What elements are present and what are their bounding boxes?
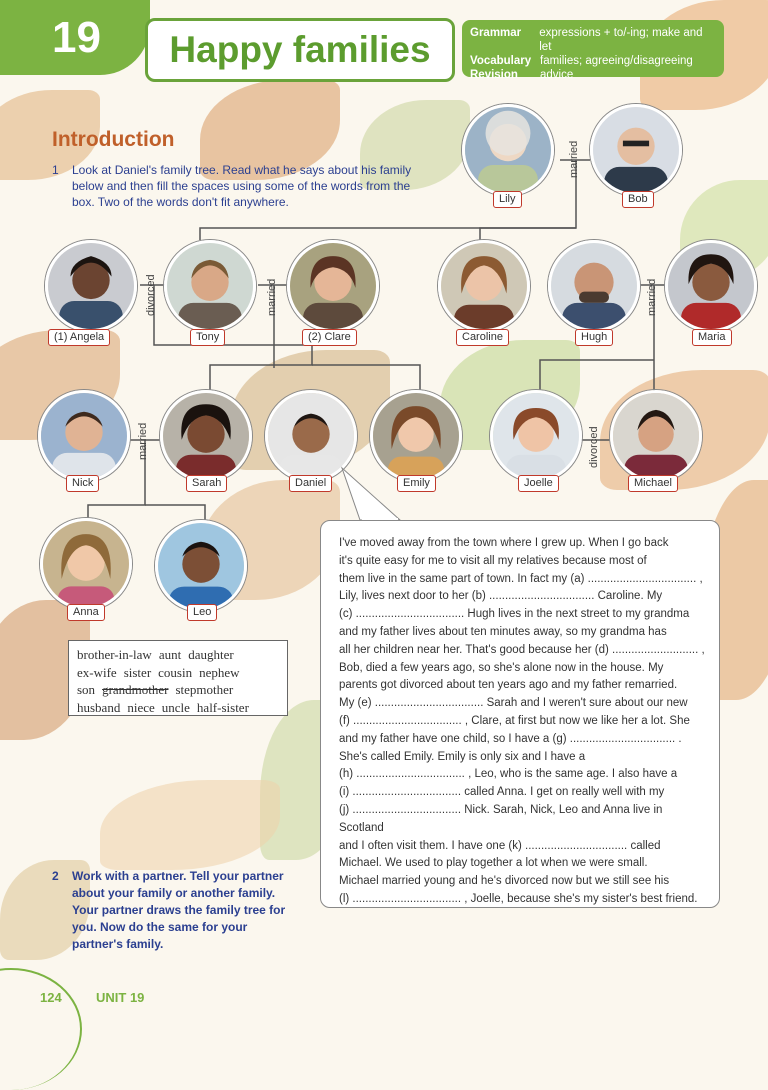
name-label-sarah: Sarah <box>186 475 227 492</box>
photo-hugh <box>548 240 640 332</box>
relation-label: married <box>266 278 278 316</box>
name-label-leo: Leo <box>187 604 217 621</box>
instruction-number: 1 <box>52 163 59 177</box>
name-label-tony: Tony <box>190 329 225 346</box>
name-label-clare: (2) Clare <box>302 329 357 346</box>
page-title: Happy families <box>145 18 455 82</box>
name-label-maria: Maria <box>692 329 732 346</box>
speech-line: it's quite easy for me to visit all my relatives because most of <box>339 554 647 567</box>
word: husband <box>77 699 121 715</box>
name-label-michael: Michael <box>628 475 678 492</box>
word: nephew <box>199 664 240 680</box>
photo-clare <box>287 240 379 332</box>
name-label-caroline: Caroline <box>456 329 509 346</box>
speech-line: parents got divorced about ten years ago and my father remarried. <box>339 679 678 692</box>
word: half-sister <box>196 699 249 715</box>
word: sister <box>123 664 152 680</box>
name-label-emily: Emily <box>397 475 436 492</box>
name-label-lily: Lily <box>493 191 522 208</box>
photo-angela <box>45 240 137 332</box>
speech-line: Michael married young and he's divorced now but we still see his <box>339 875 670 888</box>
speech-line: (i) .................................. called Anna. I get on really well with my <box>339 786 665 799</box>
photo-leo <box>155 520 247 612</box>
instruction-1 <box>52 162 412 210</box>
speech-line: (h) .................................. , Leo, who is the same age. I also have a <box>339 768 678 781</box>
name-label-bob: Bob <box>622 191 654 208</box>
name-label-angela: (1) Angela <box>48 329 110 346</box>
speech-line: I've moved away from the town where I grew up. When I go back <box>339 537 669 549</box>
instruction-text: Look at Daniel's family tree. Read what he says about his family below and then fill the spaces using some of the words from the box. Two of the words don't fit anywhere. <box>72 163 412 209</box>
photo-nick <box>38 390 130 482</box>
daniel-speech-bubble <box>320 520 720 908</box>
speech-line: (l) .................................. , Joelle, because she's my sister's best friend. <box>339 892 698 905</box>
word-struck: grandmother <box>102 682 169 697</box>
instruction-text: Work with a partner. Tell your partner about your family or another family. Your partner draws the family tree for you. Now do the same for your partner's family. <box>72 869 286 951</box>
word: ex-wife <box>77 664 117 680</box>
unit-number-tab <box>0 0 150 75</box>
word: aunt <box>158 647 182 662</box>
photo-lily <box>462 104 554 196</box>
photo-sarah <box>160 390 252 482</box>
word: brother-in-law <box>77 647 152 662</box>
meta-value: advice <box>540 69 574 81</box>
word: uncle <box>161 699 190 715</box>
meta-key: Grammar <box>470 27 522 39</box>
photo-emily <box>370 390 462 482</box>
speech-line: all her children near her. That's good because her (d) ........................... , <box>339 643 705 656</box>
photo-joelle <box>490 390 582 482</box>
relation-label: married <box>646 278 658 316</box>
name-label-daniel: Daniel <box>289 475 332 492</box>
unit-label: UNIT 19 <box>96 990 145 1005</box>
meta-value: expressions + to/-ing; make and let <box>539 27 703 53</box>
word: son <box>77 682 96 697</box>
speech-line: Michael. We used to play together a lot when we were small. <box>339 857 648 870</box>
word-box <box>68 640 288 716</box>
photo-maria <box>665 240 757 332</box>
photo-tony <box>164 240 256 332</box>
photo-michael <box>610 390 702 482</box>
speech-line: and my father lives about ten minutes away, so my grandma has <box>339 625 667 638</box>
speech-line: (j) .................................. Nick. Sarah, Nick, Leo and Anna live in Scotland <box>339 803 663 834</box>
speech-line: them live in the same part of town. In fact my (a) .................................. , <box>339 572 703 585</box>
word: cousin <box>158 664 193 680</box>
word: niece <box>127 699 155 715</box>
speech-line: She's called Emily. Emily is only six and I have a <box>339 750 586 763</box>
photo-daniel <box>265 390 357 482</box>
meta-key: Vocabulary <box>470 55 532 67</box>
unit-meta-box <box>462 20 724 81</box>
meta-key: Revision <box>470 69 518 81</box>
speech-line: and I often visit them. I have one (k) ................................ called <box>339 839 661 852</box>
section-heading: Introduction <box>52 128 175 151</box>
word: stepmother <box>175 682 234 697</box>
speech-line: My (e) .................................. Sarah and I weren't sure about our new <box>339 697 688 710</box>
speech-line: Bob, died a few years ago, so she's alone now in the house. My <box>339 661 664 674</box>
page-number: 124 <box>40 990 62 1005</box>
photo-anna <box>40 518 132 610</box>
meta-value: families; agreeing/disagreeing <box>540 55 693 67</box>
photo-bob <box>590 104 682 196</box>
instruction-2 <box>52 868 292 953</box>
name-label-anna: Anna <box>67 604 105 621</box>
name-label-nick: Nick <box>66 475 99 492</box>
speech-line: (c) .................................. Hugh lives in the next street to my grandma <box>339 608 690 621</box>
speech-line: (f) .................................. , Clare, at first but now we like her a lot. She <box>339 714 690 727</box>
relation-label: married <box>137 422 149 460</box>
speech-line: Lily, lives next door to her (b) ................................. Caroline. My <box>339 590 663 603</box>
name-label-hugh: Hugh <box>575 329 613 346</box>
photo-caroline <box>438 240 530 332</box>
relation-label: divorced <box>145 274 157 316</box>
name-label-joelle: Joelle <box>518 475 559 492</box>
instruction-number: 2 <box>52 869 59 883</box>
relation-label: divorced <box>588 426 600 468</box>
unit-number: 19 <box>52 12 101 62</box>
word: daughter <box>188 647 234 662</box>
relation-label: married <box>568 140 580 178</box>
speech-line: and my father have one child, so I have a (g) ................................. . <box>339 732 682 745</box>
